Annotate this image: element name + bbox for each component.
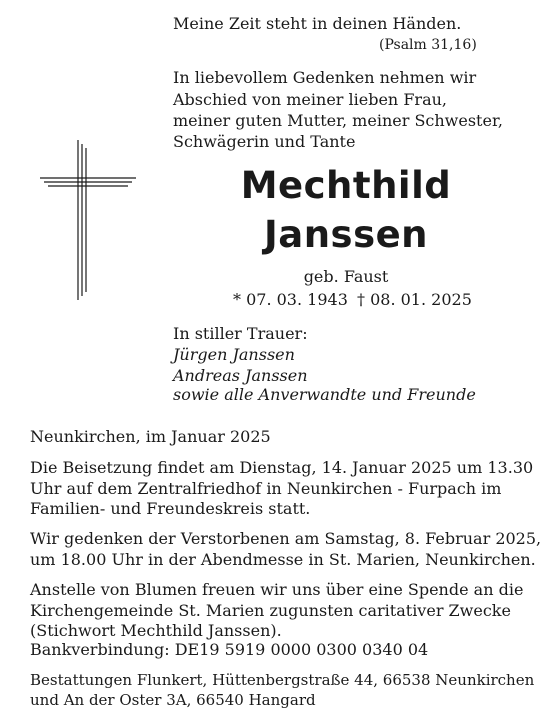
intro-line: Schwägerin und Tante	[173, 132, 356, 151]
bank-details: Bankverbindung: DE19 5919 0000 0300 0340 04	[30, 640, 429, 659]
mourner-name: Andreas Janssen	[173, 366, 308, 385]
intro-line: Abschied von meiner lieben Frau,	[173, 90, 447, 109]
burial-line: Uhr auf dem Zentralfriedhof in Neunkirchen - Furpach im	[30, 479, 502, 498]
burial-line: Familien- und Freundeskreis statt.	[30, 499, 311, 518]
mourner-name: sowie alle Anverwandte und Freunde	[173, 385, 476, 404]
mourner-name: Jürgen Janssen	[173, 345, 295, 364]
cross-icon	[40, 140, 136, 300]
place-date: Neunkirchen, im Januar 2025	[30, 427, 271, 446]
burial-line: Die Beisetzung findet am Dienstag, 14. Januar 2025 um 13.30	[30, 458, 534, 477]
intro-line: In liebevollem Gedenken nehmen wir	[173, 68, 477, 87]
psalm-verse: Meine Zeit steht in deinen Händen.	[173, 14, 462, 33]
donation-line: (Stichwort Mechthild Janssen).	[30, 621, 282, 640]
deceased-first-name: Mechthild	[240, 164, 452, 207]
donation-line: Kirchengemeinde St. Marien zugunsten caritativer Zwecke	[30, 601, 511, 620]
undertaker-line: und An der Oster 3A, 66540 Hangard	[30, 691, 316, 709]
mass-line: Wir gedenken der Verstorbenen am Samstag, 8. Februar 2025,	[30, 529, 542, 548]
birth-date: * 07. 03. 1943	[233, 290, 348, 309]
psalm-reference: (Psalm 31,16)	[379, 37, 477, 53]
maiden-name: geb. Faust	[303, 267, 389, 286]
undertaker-line: Bestattungen Flunkert, Hüttenbergstraße 44, 66538 Neunkirchen	[30, 671, 535, 689]
mass-line: um 18.00 Uhr in der Abendmesse in St. Marien, Neunkirchen.	[30, 550, 536, 569]
mourners-heading: In stiller Trauer:	[173, 324, 308, 343]
intro-line: meiner guten Mutter, meiner Schwester,	[173, 111, 503, 130]
death-date: † 08. 01. 2025	[357, 290, 472, 309]
donation-line: Anstelle von Blumen freuen wir uns über eine Spende an die	[30, 580, 524, 599]
deceased-last-name: Janssen	[263, 213, 429, 256]
